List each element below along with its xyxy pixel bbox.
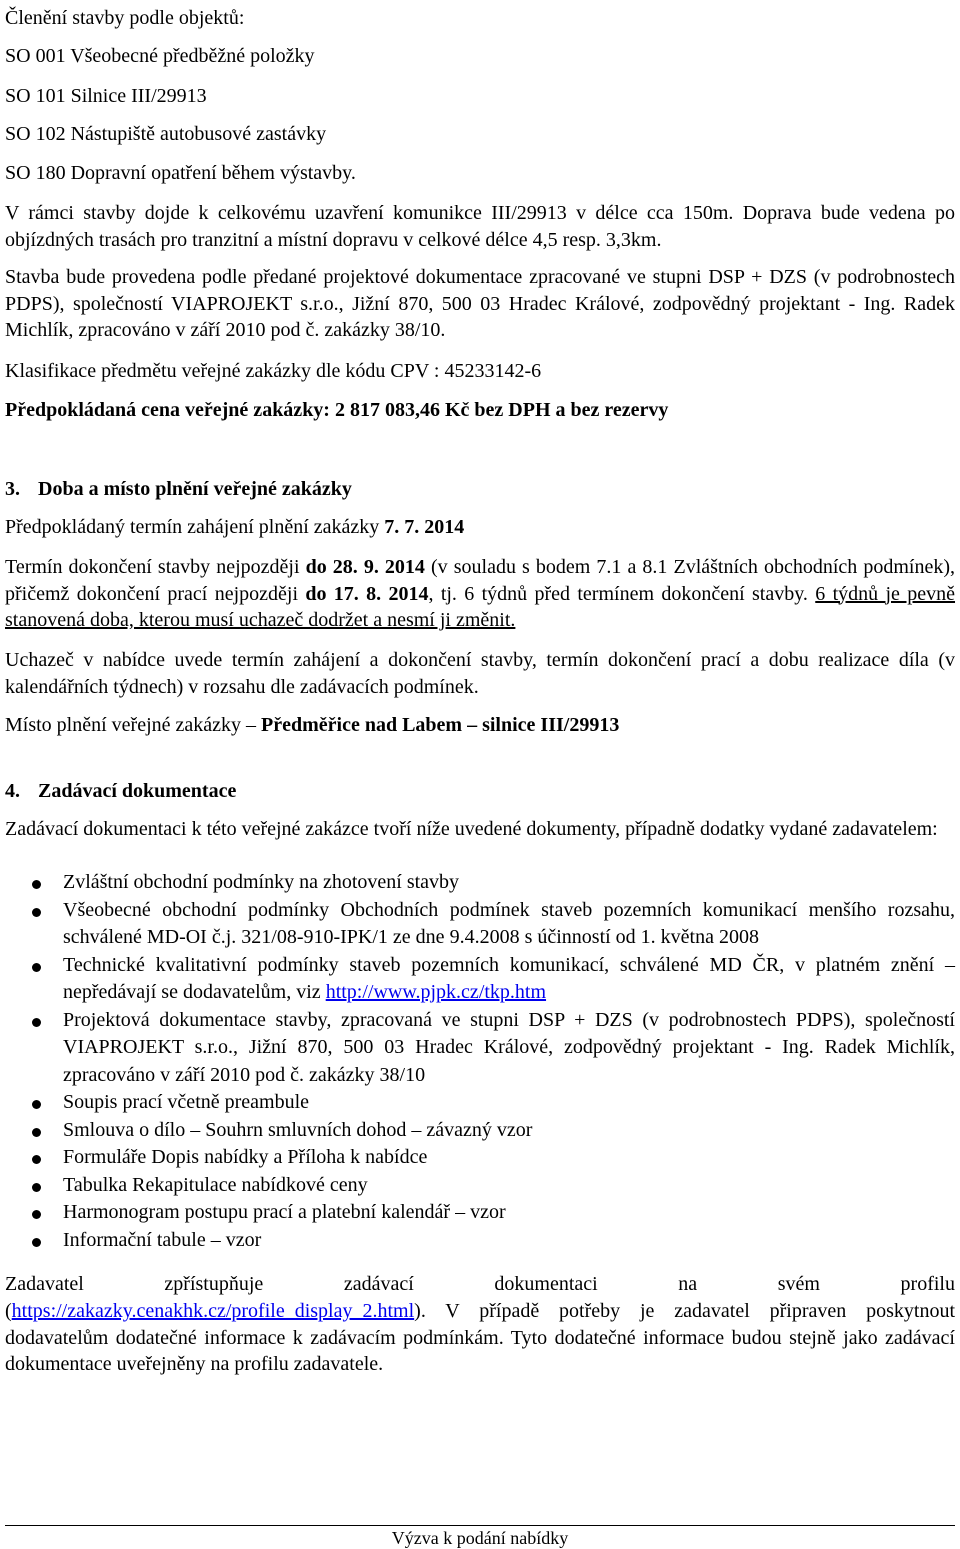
project-paragraph: Stavba bude provedena podle předané projektové dokumentace zpracované ve stupni DSP + DZS (v podrobnostech PDPS), společností VIAPROJEKT s.r.o., Jižní 870, 500 03 Hradec Králové, zodpovědný projektant - Ing. Radek Michlík, zpracováno v září 2010 pod č. zakázky 38/10. [5, 266, 955, 341]
bullet-icon [32, 1238, 41, 1247]
estimated-price: Předpokládaná cena veřejné zakázky: 2 817 083,46 Kč bez DPH a bez rezervy [5, 399, 669, 421]
bullet-icon [32, 1128, 41, 1137]
bullet-icon [32, 908, 41, 917]
tkp-link[interactable]: http://www.pjpk.cz/tkp.htm [325, 981, 547, 1003]
bullet-icon [32, 1018, 41, 1027]
object-item: SO 180 Dopravní opatření během výstavby. [5, 162, 356, 184]
list-item: Technické kvalitativní podmínky staveb pozemních komunikací, schválené MD ČR, v platném znění – nepředávají se dodavatelům, viz http://www.pjpk.cz/tkp.htm [5, 952, 955, 1007]
completion-date: do 28. 9. 2014 [305, 556, 425, 578]
completion-text: (v souladu s bodem 7.1 a 8.1 Zvláštních obchodních podmínek), přičemž dokončení prací nejpozději [5, 556, 956, 605]
completion-paragraph [5, 554, 955, 634]
section-number: 3. [5, 478, 20, 500]
bullet-icon [32, 880, 41, 889]
start-date [5, 514, 464, 540]
object-item: SO 102 Nástupiště autobusové zastávky [5, 123, 327, 145]
object-item: SO 101 Silnice III/29913 [5, 85, 207, 107]
list-item: Smlouva o dílo – Souhrn smluvních dohod – závazný vzor [5, 1117, 955, 1145]
start-date-value: 7. 7. 2014 [384, 516, 465, 538]
completion-text: , tj. 6 týdnů před termínem dokončení stavby. [428, 582, 816, 605]
works-completion-date: do 17. 8. 2014 [305, 582, 429, 605]
list-item: Tabulka Rekapitulace nabídkové ceny [5, 1172, 955, 1200]
fixed-period-note: 6 týdnů je pevně stanovená doba, kterou musí uchazeč dodržet a nesmí ji změnit. [5, 582, 956, 631]
section-3-heading [5, 476, 352, 502]
section-title: Doba a místo plnění veřejné zakázky [38, 478, 352, 500]
section-number: 4. [5, 780, 20, 802]
section-4-heading [5, 778, 236, 804]
bullet-icon [32, 1183, 41, 1192]
start-date-label: Předpokládaný termín zahájení plnění zakázky [5, 516, 385, 538]
object-item: SO 001 Všeobecné předběžné položky [5, 45, 315, 67]
list-item: Informační tabule – vzor [5, 1227, 955, 1255]
objects-heading: Členění stavby podle objektů: [5, 7, 245, 29]
bullet-icon [32, 1155, 41, 1164]
place-label: Místo plnění veřejné zakázky – [5, 714, 262, 736]
place-value: Předměřice nad Labem – silnice III/29913 [261, 714, 620, 736]
profile-link[interactable]: https://zakazky.cenakhk.cz/profile_display_2.html [11, 1300, 415, 1322]
section-title: Zadávací dokumentace [38, 780, 237, 802]
bullet-icon [32, 1210, 41, 1219]
list-item: Projektová dokumentace stavby, zpracovaná ve stupni DSP + DZS (v podrobnostech PDPS), společností VIAPROJEKT s.r.o., Jižní 870, 500 03 Hradec Králové, zodpovědný projektant - Ing. Radek Michlík, zpracováno v září 2010 pod č. zakázky 38/10 [5, 1007, 955, 1090]
list-item: Zvláštní obchodní podmínky na zhotovení stavby [5, 869, 955, 897]
profile-line: Zadavatel zpřístupňuje zadávací dokumentaci na svém profilu [5, 1273, 955, 1295]
list-item: Všeobecné obchodní podmínky Obchodních podmínek staveb pozemních komunikací menšího rozsahu, schválené MD-OI č.j. 321/08-910-IPK/1 ze dne 9.4.2008 s účinností od 1. května 2008 [5, 897, 955, 952]
list-item: Formuláře Dopis nabídky a Příloha k nabídce [5, 1144, 955, 1172]
documentation-list [5, 869, 955, 1254]
profile-paragraph: (https://zakazky.cenakhk.cz/profile_display_2.html). V případě potřeby je zadavatel připraven poskytnout dodavatelům dodatečné informace k zadávacím podmínkám. Tyto dodatečné informace budou stejně jako zadávací dokumentace uveřejněny na profilu zadavatele. [5, 1300, 955, 1375]
list-item: Soupis prací včetně preambule [5, 1089, 955, 1117]
documentation-intro: Zadávací dokumentaci k této veřejné zakázce tvoří níže uvedené dokumenty, případně dodatky vydané zadavatelem: [5, 818, 938, 840]
closure-paragraph: V rámci stavby dojde k celkovému uzavření komunikce III/29913 v délce cca 150m. Doprava bude vedena po objízdných trasách pro tranzitní a místní dopravu v celkové délce 4,5 resp. 3,3km. [5, 202, 955, 251]
list-item: Harmonogram postupu prací a platební kalendář – vzor [5, 1199, 955, 1227]
cpv-paragraph: Klasifikace předmětu veřejné zakázky dle kódu CPV : 45233142-6 [5, 360, 542, 382]
page-footer: Výzva k podání nabídky [391, 1528, 569, 1548]
footer-divider [5, 1525, 955, 1526]
completion-text: Termín dokončení stavby nejpozději [5, 556, 306, 578]
place-of-performance [5, 712, 619, 738]
bullet-icon [32, 963, 41, 972]
offer-paragraph: Uchazeč v nabídce uvede termín zahájení a dokončení stavby, termín dokončení prací a dobu realizace díla (v kalendářních týdnech) v rozsahu dle zadávacích podmínek. [5, 649, 955, 698]
bullet-icon [32, 1100, 41, 1109]
